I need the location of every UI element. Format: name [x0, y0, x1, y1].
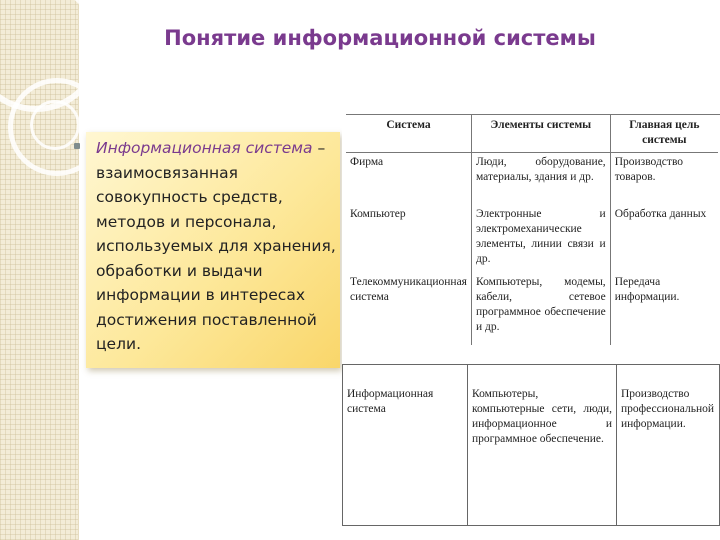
cell-elements: Компьютеры, модемы, кабели, сетевое программное обеспечение и др.	[471, 273, 610, 345]
cell-system: Компьютер	[346, 205, 471, 273]
slide-title: Понятие информационной системы	[164, 26, 596, 50]
table-row	[343, 365, 720, 526]
header-goal: Главная цель системы	[629, 119, 700, 146]
systems-table-image	[342, 114, 720, 540]
definition-term: Информационная система	[96, 139, 313, 157]
systems-table	[346, 114, 718, 345]
cell-elements: Электронные и электромеханические элементы, линии связи и др.	[471, 205, 610, 273]
cell-system: Информационная система	[343, 365, 468, 526]
cell-goal: Производство товаров.	[614, 156, 684, 183]
cell-goal: Обработка данных	[614, 208, 707, 220]
cell-system: Фирма	[346, 153, 471, 206]
table-row	[346, 273, 718, 345]
bullet-icon	[74, 143, 80, 149]
cell-system: Телекоммуникационная система	[346, 273, 471, 345]
definition-paragraph	[96, 136, 338, 357]
cell-elements: Компьютеры, компьютерные сети, люди, информационное и программное обеспечение.	[468, 365, 617, 526]
info-system-table	[342, 364, 720, 526]
header-system: Система	[346, 114, 471, 153]
definition-box	[86, 132, 340, 368]
cell-goal: Передача информации.	[614, 276, 680, 303]
cell-elements: Люди, оборудование, материалы, здания и др.	[471, 153, 610, 206]
decorative-side-strip	[0, 0, 79, 540]
header-elements: Элементы системы	[471, 114, 610, 153]
cell-goal: Производство профессиональной информации.	[617, 365, 720, 526]
decorative-circle	[30, 100, 80, 150]
definition-text: – взаимосвязанная совокупность средств, методов и персонала, используемых для хранения, обработки и выдачи информации в интересах достижения поставленной цели.	[96, 139, 336, 353]
table-header-row	[346, 114, 718, 153]
table-row	[346, 205, 718, 273]
table-row	[346, 153, 718, 206]
